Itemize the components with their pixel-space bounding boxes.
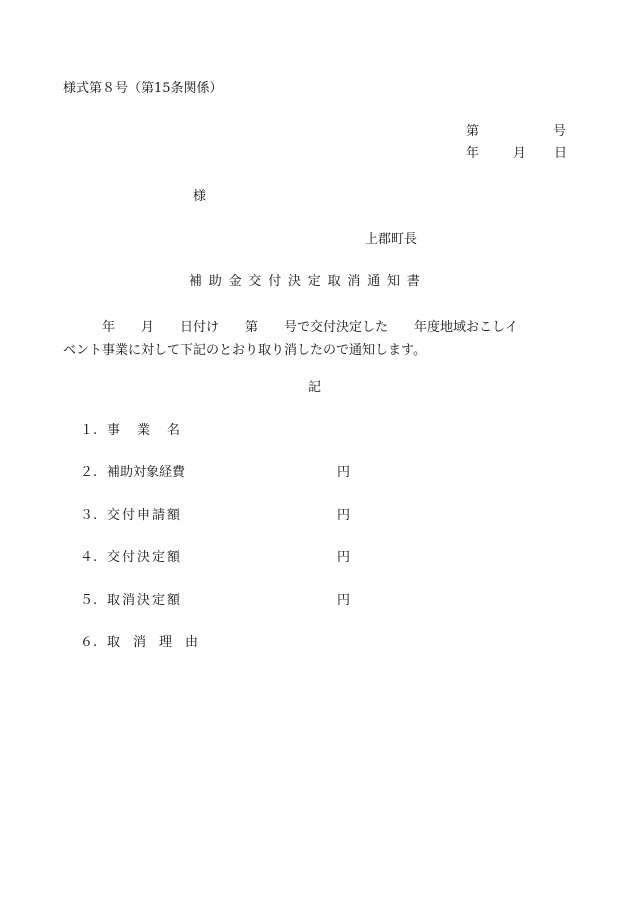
- item-label: 交付決定額: [107, 550, 183, 565]
- item-unit: 円: [337, 593, 351, 608]
- item-number: １.: [80, 423, 98, 438]
- item-label: 取 消 理 由: [107, 635, 199, 650]
- date-month: 月: [513, 146, 527, 161]
- item-unit: 円: [337, 508, 351, 523]
- body-line-1: 年 月 日付け 第 号で交付決定した 年度地域おこしイ: [63, 320, 519, 335]
- item-label: 交付申請額: [107, 508, 183, 523]
- list-item: [80, 508, 351, 524]
- body-line-2: ベント事業に対して下記のとおり取り消したので通知します。: [63, 343, 426, 358]
- addressee: 様: [193, 189, 207, 204]
- list-item: [80, 465, 351, 481]
- doc-number-prefix: 第: [466, 124, 480, 139]
- list-item: [80, 635, 198, 651]
- item-number: ４.: [80, 550, 98, 565]
- item-number: ６.: [80, 635, 98, 650]
- item-unit: 円: [337, 465, 351, 480]
- doc-number-suffix: 号: [552, 124, 566, 139]
- item-number: ３.: [80, 508, 98, 523]
- date-day: 日: [554, 146, 568, 161]
- body-paragraph: [63, 316, 577, 362]
- item-unit: 円: [337, 550, 351, 565]
- list-item: [80, 550, 351, 566]
- item-number: ２.: [80, 465, 98, 480]
- document-title: 補助金交付決定取消通知書: [189, 274, 427, 289]
- form-number-label: 様式第８号（第15条関係）: [63, 81, 223, 96]
- item-label: 補助対象経費: [107, 465, 186, 480]
- ki-heading: 記: [308, 380, 322, 395]
- date-year: 年: [466, 146, 480, 161]
- list-item: [80, 593, 351, 609]
- list-item: [80, 423, 182, 439]
- item-label: 取消決定額: [107, 593, 183, 608]
- item-number: ５.: [80, 593, 98, 608]
- sender-name: 上郡町長: [365, 232, 418, 247]
- item-label: 事 業 名: [107, 423, 183, 438]
